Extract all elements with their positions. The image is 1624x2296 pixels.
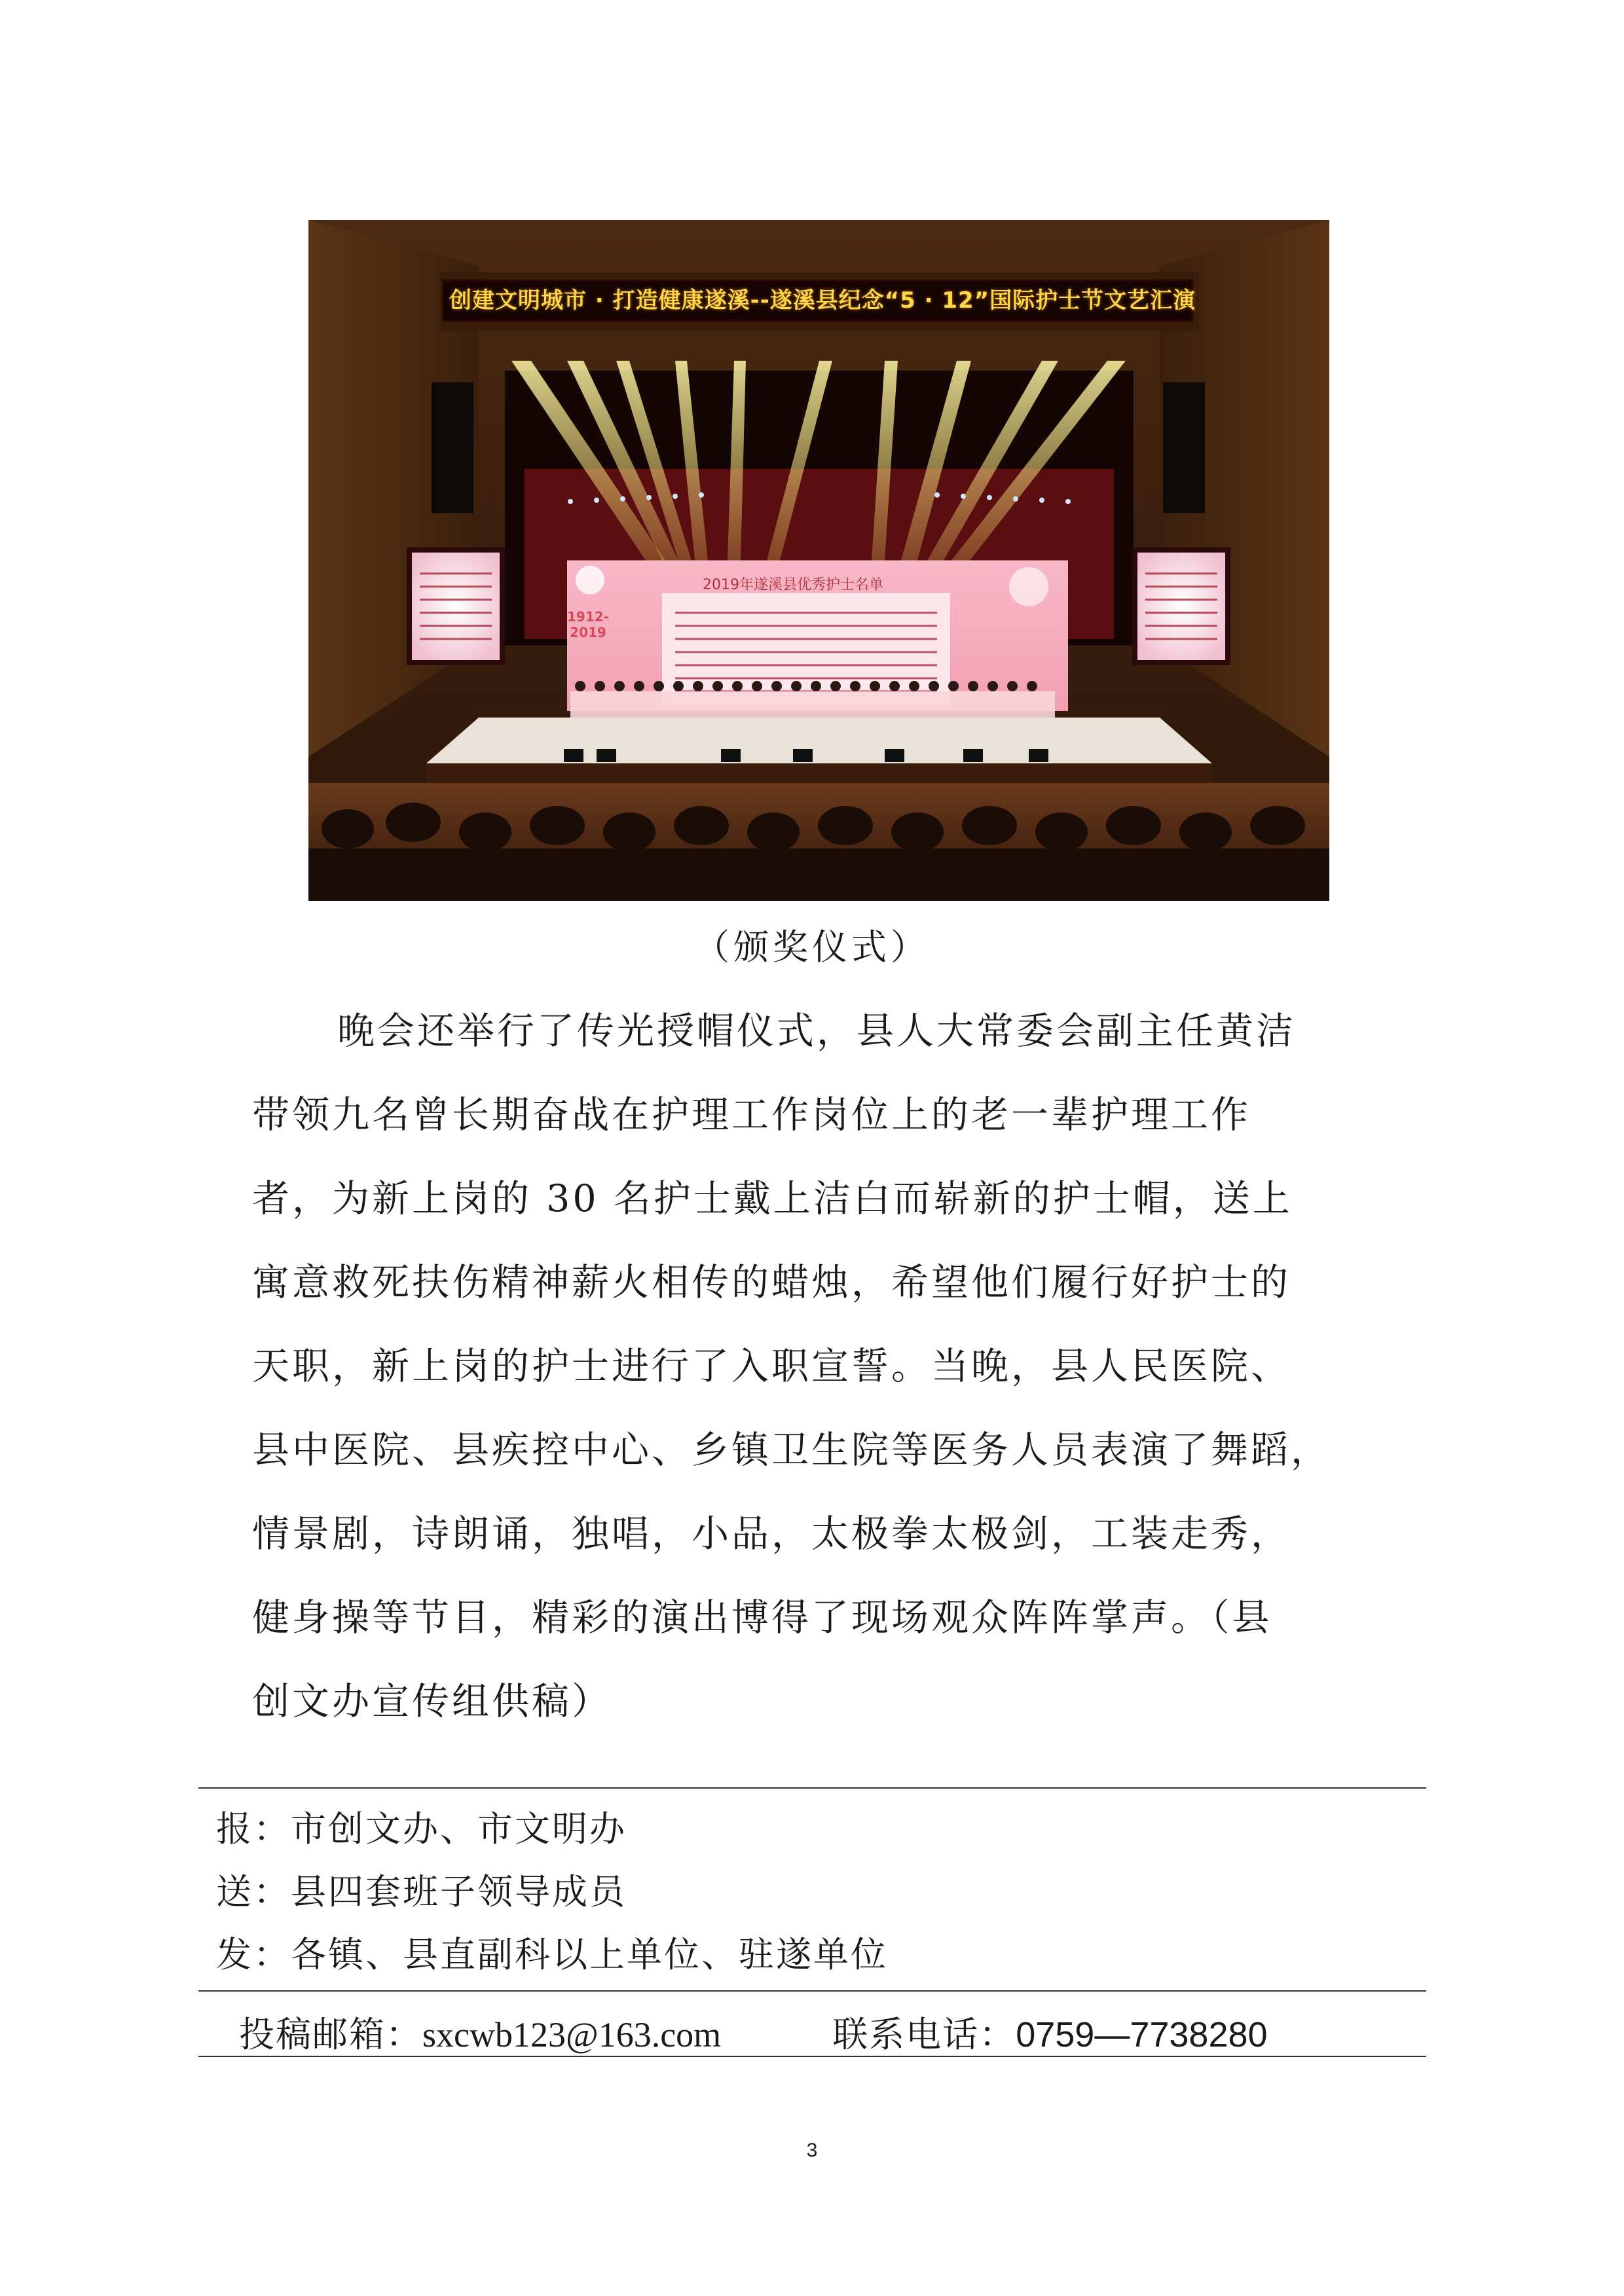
- contact-line: [239, 2013, 1268, 2056]
- event-photo: [308, 220, 1329, 901]
- email-address: sxcwb123@163.com: [422, 2015, 722, 2054]
- stage-scene-graphic: [308, 220, 1329, 901]
- paragraph-line: 县中医院、县疾控中心、乡镇卫生院等医务人员表演了舞蹈，: [252, 1429, 1331, 1472]
- send-to-line: 送：县四套班子领导成员: [216, 1871, 627, 1912]
- middle-divider: [198, 1990, 1426, 1992]
- top-divider: [198, 1787, 1426, 1789]
- paragraph-line: 带领九名曾长期奋战在护理工作岗位上的老一辈护理工作: [252, 1093, 1251, 1137]
- screen-year-text: 1912-2019: [567, 609, 609, 640]
- phone-label: 联系电话：: [832, 2014, 1016, 2055]
- led-banner-text: 创建文明城市 · 打造健康遂溪--遂溪县纪念“5 · 12”国际护士节文艺汇演: [449, 287, 1196, 314]
- paragraph-line: 晚会还举行了传光授帽仪式，县人大常委会副主任黄洁: [337, 1010, 1296, 1053]
- page-number: 3: [806, 2140, 818, 2161]
- report-to-line: 报：市创文办、市文明办: [216, 1808, 627, 1850]
- email-label: 投稿邮箱：: [239, 2014, 422, 2055]
- bottom-divider: [198, 2056, 1426, 2057]
- paragraph-line: 情景剧，诗朗诵，独唱，小品，太极拳太极剑，工装走秀，: [252, 1512, 1291, 1556]
- screen-title-text: 2019年遂溪县优秀护士名单: [703, 577, 883, 593]
- photo-caption: （颁奖仪式）: [694, 926, 930, 968]
- paragraph-line: 寓意救死扶伤精神薪火相传的蜡烛，希望他们履行好护士的: [252, 1261, 1291, 1304]
- paragraph-line: 创文办宣传组供稿）: [252, 1680, 612, 1723]
- phone-number: 0759—7738280: [1016, 2015, 1268, 2054]
- issue-to-line: 发：各镇、县直副科以上单位、驻遂单位: [216, 1934, 888, 1975]
- paragraph-line: 健身操等节目，精彩的演出博得了现场观众阵阵掌声。（县: [252, 1596, 1272, 1639]
- paragraph-line: 天职，新上岗的护士进行了入职宣誓。当晚，县人民医院、: [252, 1345, 1291, 1388]
- paragraph-line: 者，为新上岗的 30 名护士戴上洁白而崭新的护士帽，送上: [252, 1177, 1293, 1220]
